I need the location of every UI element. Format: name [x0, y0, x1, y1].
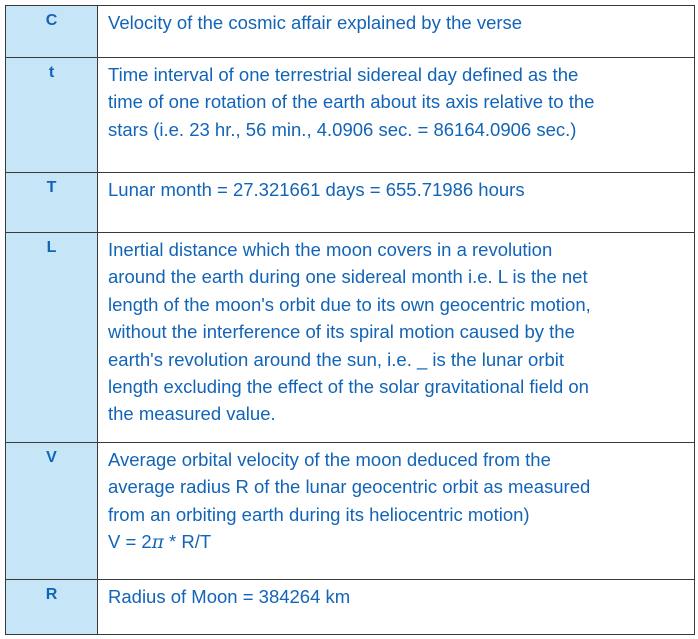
description-line: stars (i.e. 23 hr., 56 min., 4.0906 sec. = 86164.0906 sec.) — [108, 118, 577, 140]
pi-symbol: π — [151, 532, 164, 554]
description-line: Lunar month = 27.321661 days = 655.71986 hours — [108, 179, 525, 200]
description-line: around the earth during one sidereal month i.e. L is the net — [108, 266, 588, 288]
description-line: time of one rotation of the earth about its axis relative to the — [108, 91, 595, 113]
definitions-table — [5, 5, 695, 635]
formula-suffix: * R/T — [163, 531, 212, 553]
symbol-cell — [6, 58, 98, 173]
symbol-cell — [6, 173, 98, 233]
symbol-label: T — [46, 179, 57, 196]
description-cell — [98, 580, 695, 635]
table-row — [6, 173, 695, 233]
description-line: length of the moon's orbit due to its own geocentric motion, — [108, 293, 591, 315]
table-row — [6, 580, 695, 635]
description-line: average radius R of the lunar geocentric orbit as measured — [108, 476, 591, 498]
symbol-cell — [6, 443, 98, 580]
symbol-label: t — [48, 64, 55, 81]
formula-prefix: V = 2 — [108, 531, 152, 553]
symbol-label: C — [45, 12, 58, 29]
symbol-label: L — [46, 239, 57, 256]
description-line: Inertial distance which the moon covers in a revolution — [108, 239, 553, 260]
description-cell — [98, 443, 695, 580]
table-row — [6, 233, 695, 443]
symbol-cell — [6, 6, 98, 58]
description-line: earth's revolution around the sun, i.e. _ is the lunar orbit — [108, 348, 565, 370]
description-cell — [98, 6, 695, 58]
velocity-formula — [108, 528, 684, 556]
description-line: Velocity of the cosmic affair explained by the verse — [108, 12, 523, 33]
symbol-label: R — [45, 586, 58, 603]
description-line: length excluding the effect of the solar gravitational field on — [108, 376, 589, 398]
description-line: the measured value. — [108, 403, 276, 425]
table-row — [6, 443, 695, 580]
description-line: Time interval of one terrestrial sidereal day defined as the — [108, 64, 579, 85]
description-cell — [98, 173, 695, 233]
symbol-cell — [6, 580, 98, 635]
description-cell — [98, 233, 695, 443]
description-line: Average orbital velocity of the moon deduced from the — [108, 449, 551, 470]
table-row — [6, 58, 695, 173]
table-row — [6, 6, 695, 58]
description-line: from an orbiting earth during its heliocentric motion) — [108, 503, 530, 525]
description-line: without the interference of its spiral motion caused by the — [108, 321, 575, 343]
description-line: Radius of Moon = 384264 km — [108, 586, 351, 607]
symbol-label: V — [46, 449, 57, 466]
symbol-cell — [6, 233, 98, 443]
description-cell — [98, 58, 695, 173]
